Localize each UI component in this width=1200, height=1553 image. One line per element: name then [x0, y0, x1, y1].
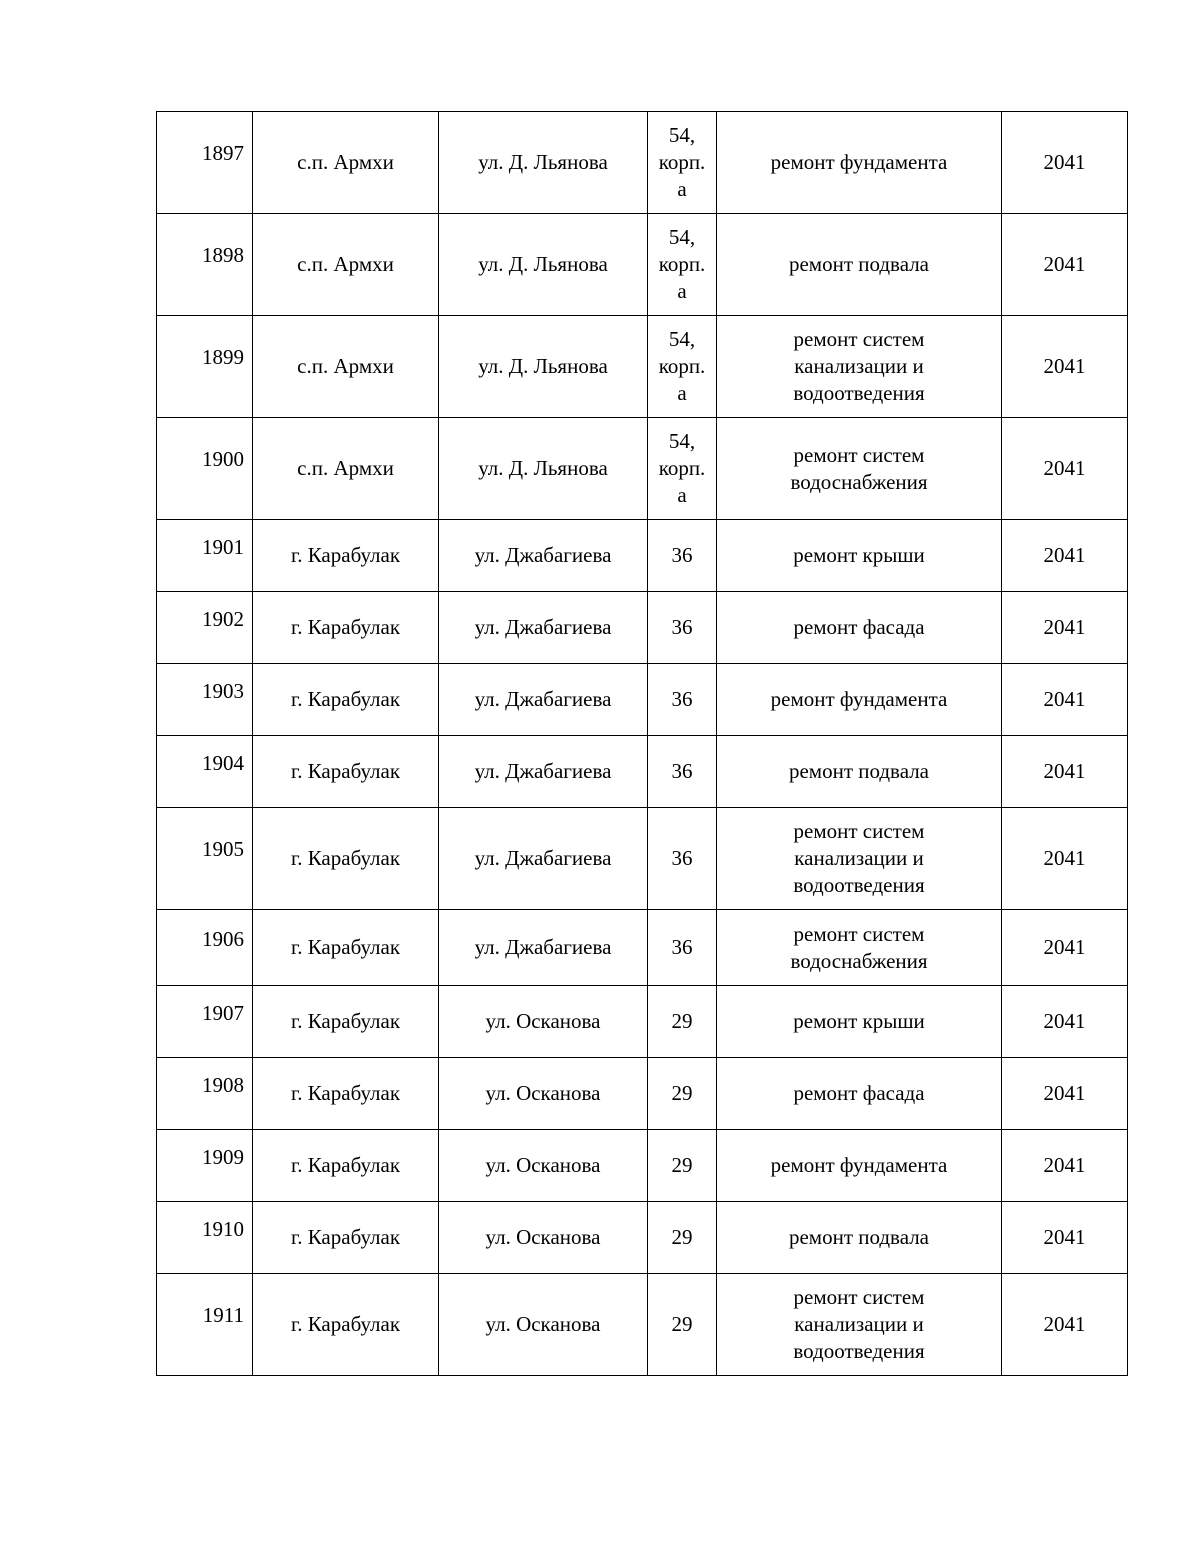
year-cell: 2041: [1002, 214, 1128, 316]
work-type-cell: ремонт систем водоснабжения: [717, 910, 1002, 986]
work-type-cell: ремонт крыши: [717, 986, 1002, 1058]
street-cell: ул. Д. Льянова: [439, 418, 648, 520]
work-type-cell: ремонт систем канализации и водоотведения: [717, 808, 1002, 910]
year-cell: 2041: [1002, 910, 1128, 986]
year-cell: 2041: [1002, 664, 1128, 736]
street-cell: ул. Джабагиева: [439, 520, 648, 592]
work-type-cell: ремонт фундамента: [717, 112, 1002, 214]
locality-cell: г. Карабулак: [253, 808, 439, 910]
year-cell: 2041: [1002, 1202, 1128, 1274]
street-cell: ул. Осканова: [439, 986, 648, 1058]
table-row: [157, 736, 1128, 808]
row-number: 1899: [157, 316, 253, 418]
work-type-cell: ремонт систем канализации и водоотведения: [717, 1274, 1002, 1376]
house-cell: 29: [648, 1274, 717, 1376]
table-row: [157, 520, 1128, 592]
street-cell: ул. Джабагиева: [439, 664, 648, 736]
street-cell: ул. Джабагиева: [439, 910, 648, 986]
table-row: [157, 1202, 1128, 1274]
house-cell: 54, корп. а: [648, 316, 717, 418]
table-row: [157, 1274, 1128, 1376]
row-number: 1898: [157, 214, 253, 316]
row-number: 1909: [157, 1130, 253, 1202]
locality-cell: г. Карабулак: [253, 592, 439, 664]
street-cell: ул. Джабагиева: [439, 592, 648, 664]
row-number: 1903: [157, 664, 253, 736]
table-row: [157, 112, 1128, 214]
locality-cell: г. Карабулак: [253, 1202, 439, 1274]
locality-cell: г. Карабулак: [253, 1058, 439, 1130]
row-number: 1911: [157, 1274, 253, 1376]
house-cell: 29: [648, 986, 717, 1058]
house-cell: 29: [648, 1058, 717, 1130]
table-row: [157, 808, 1128, 910]
row-number: 1910: [157, 1202, 253, 1274]
house-cell: 36: [648, 664, 717, 736]
row-number: 1902: [157, 592, 253, 664]
locality-cell: с.п. Армхи: [253, 316, 439, 418]
locality-cell: с.п. Армхи: [253, 214, 439, 316]
street-cell: ул. Джабагиева: [439, 808, 648, 910]
work-type-cell: ремонт подвала: [717, 214, 1002, 316]
locality-cell: г. Карабулак: [253, 1274, 439, 1376]
house-cell: 29: [648, 1130, 717, 1202]
row-number: 1900: [157, 418, 253, 520]
year-cell: 2041: [1002, 592, 1128, 664]
locality-cell: с.п. Армхи: [253, 418, 439, 520]
repair-schedule-table: [156, 111, 1128, 1376]
table-row: [157, 910, 1128, 986]
house-cell: 54, корп. а: [648, 418, 717, 520]
work-type-cell: ремонт подвала: [717, 1202, 1002, 1274]
row-number: 1906: [157, 910, 253, 986]
year-cell: 2041: [1002, 112, 1128, 214]
street-cell: ул. Д. Льянова: [439, 112, 648, 214]
year-cell: 2041: [1002, 736, 1128, 808]
work-type-cell: ремонт систем водоснабжения: [717, 418, 1002, 520]
locality-cell: с.п. Армхи: [253, 112, 439, 214]
work-type-cell: ремонт подвала: [717, 736, 1002, 808]
row-number: 1908: [157, 1058, 253, 1130]
street-cell: ул. Осканова: [439, 1130, 648, 1202]
house-cell: 29: [648, 1202, 717, 1274]
table-row: [157, 664, 1128, 736]
row-number: 1904: [157, 736, 253, 808]
work-type-cell: ремонт фасада: [717, 1058, 1002, 1130]
row-number: 1905: [157, 808, 253, 910]
row-number: 1907: [157, 986, 253, 1058]
year-cell: 2041: [1002, 808, 1128, 910]
house-cell: 36: [648, 520, 717, 592]
locality-cell: г. Карабулак: [253, 986, 439, 1058]
table-row: [157, 214, 1128, 316]
work-type-cell: ремонт крыши: [717, 520, 1002, 592]
year-cell: 2041: [1002, 1058, 1128, 1130]
house-cell: 54, корп. а: [648, 214, 717, 316]
year-cell: 2041: [1002, 418, 1128, 520]
street-cell: ул. Осканова: [439, 1058, 648, 1130]
row-number: 1901: [157, 520, 253, 592]
table-row: [157, 1058, 1128, 1130]
house-cell: 36: [648, 592, 717, 664]
table-row: [157, 316, 1128, 418]
table-row: [157, 592, 1128, 664]
table-row: [157, 1130, 1128, 1202]
locality-cell: г. Карабулак: [253, 520, 439, 592]
street-cell: ул. Д. Льянова: [439, 316, 648, 418]
house-cell: 36: [648, 910, 717, 986]
work-type-cell: ремонт фасада: [717, 592, 1002, 664]
year-cell: 2041: [1002, 986, 1128, 1058]
locality-cell: г. Карабулак: [253, 736, 439, 808]
table-row: [157, 986, 1128, 1058]
house-cell: 54, корп. а: [648, 112, 717, 214]
street-cell: ул. Осканова: [439, 1202, 648, 1274]
locality-cell: г. Карабулак: [253, 910, 439, 986]
table-row: [157, 418, 1128, 520]
year-cell: 2041: [1002, 1130, 1128, 1202]
locality-cell: г. Карабулак: [253, 1130, 439, 1202]
locality-cell: г. Карабулак: [253, 664, 439, 736]
year-cell: 2041: [1002, 520, 1128, 592]
street-cell: ул. Д. Льянова: [439, 214, 648, 316]
work-type-cell: ремонт фундамента: [717, 1130, 1002, 1202]
row-number: 1897: [157, 112, 253, 214]
street-cell: ул. Осканова: [439, 1274, 648, 1376]
work-type-cell: ремонт фундамента: [717, 664, 1002, 736]
house-cell: 36: [648, 808, 717, 910]
work-type-cell: ремонт систем канализации и водоотведения: [717, 316, 1002, 418]
house-cell: 36: [648, 736, 717, 808]
year-cell: 2041: [1002, 1274, 1128, 1376]
street-cell: ул. Джабагиева: [439, 736, 648, 808]
year-cell: 2041: [1002, 316, 1128, 418]
